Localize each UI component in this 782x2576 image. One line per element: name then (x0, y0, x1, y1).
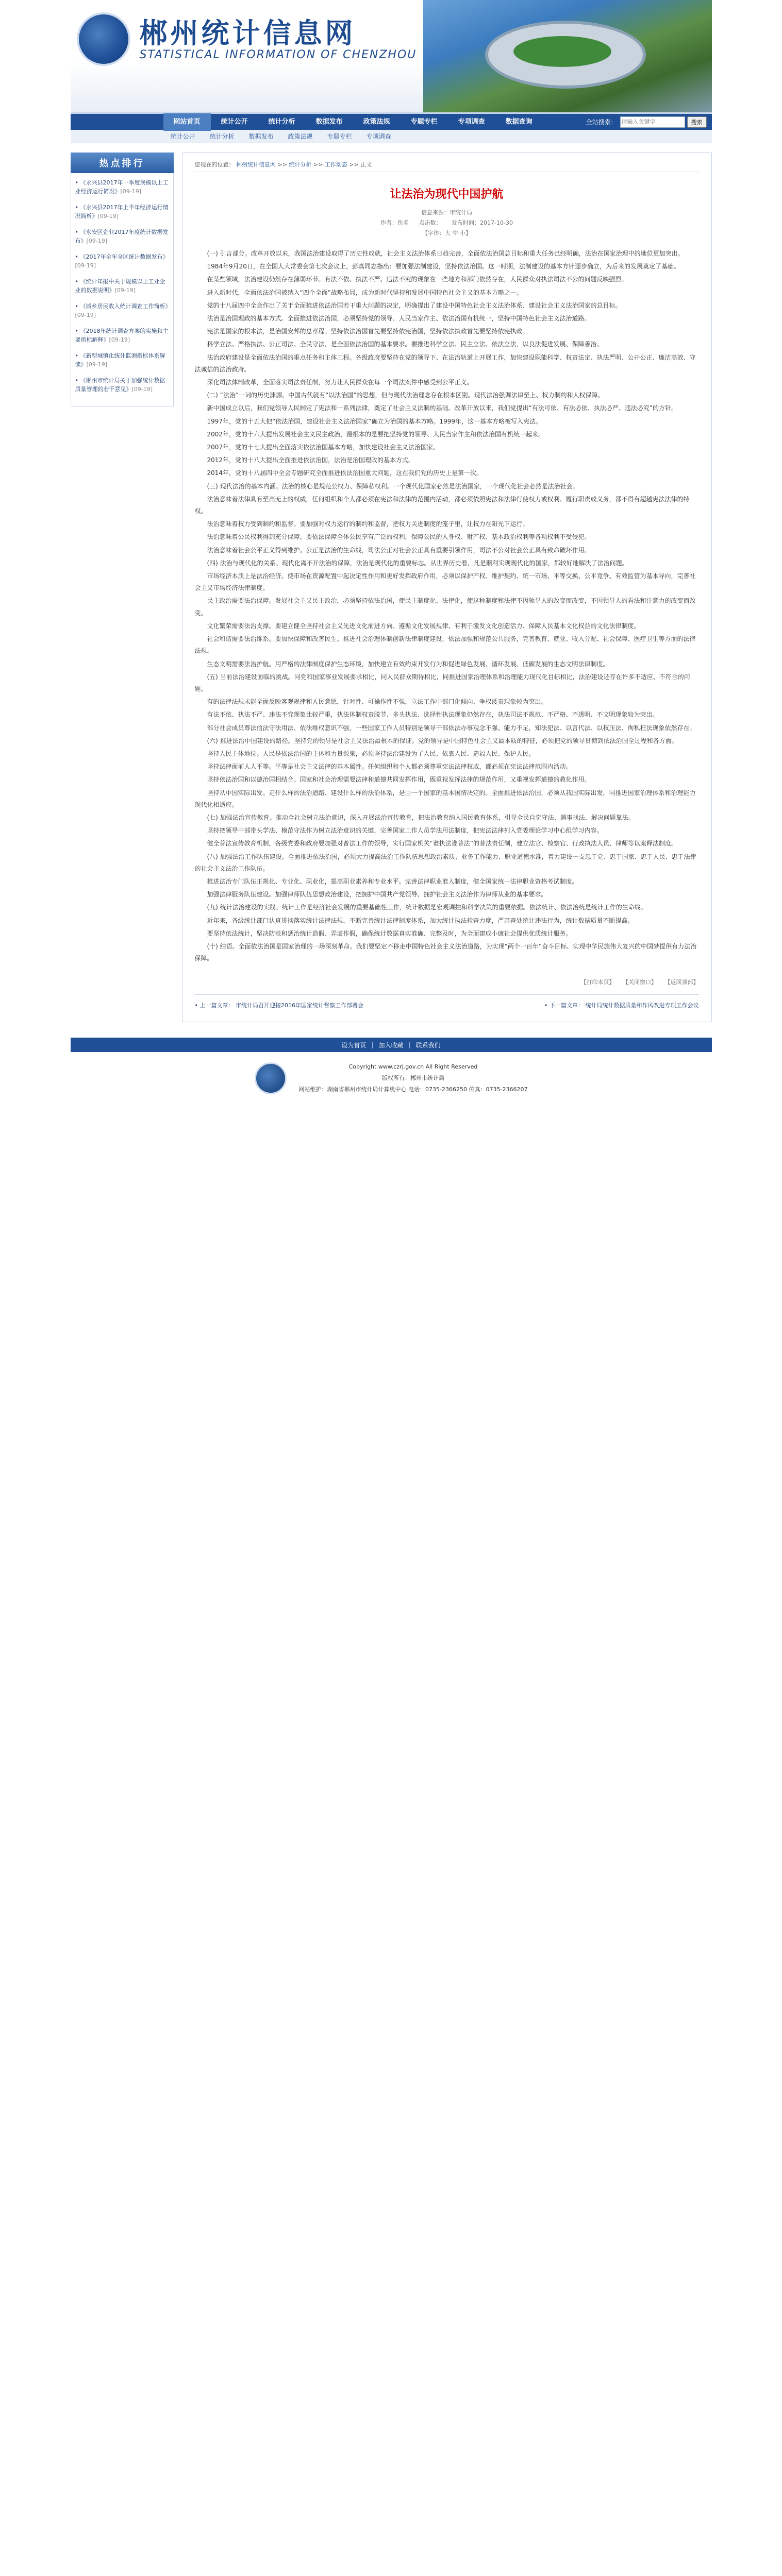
font-size-switch[interactable]: 【字体：大 中 小】 (422, 230, 471, 236)
article-paragraph: 生态文明需要法治护航。用严格的法律制度保护生态环境，加快建立有效约束开发行为和促进绿色发展、循环发展、低碳发展的生态文明法律制度。 (207, 660, 609, 668)
hot-list-date: [09-19] (86, 238, 108, 244)
subnav-item[interactable]: 专题专栏 (327, 133, 352, 140)
article-title: 让法治为现代中国护航 (390, 188, 504, 201)
hot-list-item[interactable] (75, 327, 169, 344)
hot-list (71, 173, 174, 406)
sidebar (71, 152, 174, 1022)
subnav-item[interactable]: 专项调查 (366, 133, 391, 140)
article-hits: 点击数： (419, 219, 442, 226)
copyright-text: Copyright www.czrj.gov.cn All Right Reserved (348, 1063, 478, 1071)
hot-list-link[interactable]: • 《2018年统计调查方案的实施和主要指标解释》 (75, 328, 169, 343)
article-paragraph: 1997年，党的十五大把“依法治国，建设社会主义法治国家”确立为治国的基本方略。1999年，这一基本方略被写入宪法。 (207, 417, 542, 425)
footer-emblem-icon (255, 1062, 287, 1094)
article-paragraph: 法治意味着权力受到制约和监督。要加强对权力运行的制约和监督，把权力关进制度的笼子里，让权力在阳光下运行。 (207, 520, 529, 528)
article-paragraph: 推进法治专门队伍正规化、专业化、职业化，提高职业素养和专业水平。完善法律职业准入制度，健全国家统一法律职业资格考试制度。 (207, 877, 578, 885)
site-logo[interactable] (77, 12, 417, 66)
hot-list-link[interactable]: • 《城乡居民收入统计调查工作简析》 (75, 303, 171, 310)
article-paragraph: 新中国成立以后，我们党领导人民制定了宪法和一系列法律，奠定了社会主义法制的基础。改革开放以来，我们党提出“有法可依、有法必依、执法必严、违法必究”的方针。 (207, 404, 677, 412)
article-paragraph: (五) 当前法治建设面临的挑战。同党和国家事业发展要求相比，同人民群众期待相比，同推进国家治理体系和治理能力现代化目标相比，法治建设还存在许多不适应、不符合的问题。 (194, 673, 690, 692)
article-paragraph: 坚持依法治国和以德治国相结合。国家和社会治理需要法律和道德共同发挥作用，既重视发挥法律的规范作用，又重视发挥道德的教化作用。 (207, 776, 591, 784)
search-button[interactable]: 搜索 (687, 116, 707, 128)
article-paragraph: (八) 加强法治工作队伍建设。全面推进依法治国，必须大力提高法治工作队伍思想政治素质、业务工作能力、职业道德水准，着力建设一支忠于党、忠于国家、忠于人民、忠于法律的社会主义法治工作队伍。 (194, 853, 696, 872)
article-author: 作者：佚名 (380, 219, 409, 226)
nav-release[interactable]: 数据发布 (315, 117, 343, 126)
article-paragraph: 要坚持依法统计，坚决防范和惩治统计造假、弄虚作假，确保统计数据真实准确、完整及时，为全面建成小康社会提供优质统计服务。 (207, 929, 572, 937)
sub-nav (71, 130, 712, 143)
field-image (513, 36, 611, 67)
hot-list-date: [09-19] (109, 336, 130, 343)
logo-subtitle: STATISTICAL INFORMATION OF CHENZHOU (139, 48, 417, 61)
article-paragraph: 法治意味着社会公平正义得到维护。公正是法治的生命线，司法公正对社会公正具有重要引领作用，司法不公对社会公正具有致命破坏作用。 (207, 546, 591, 554)
article-paragraph: (一) 引言部分。改革开放以来，我国法治建设取得了历史性成就，社会主义法治体系日趋完善，全面依法治国总目标和重大任务已经明确，法治在国家治理中的地位更加突出。 (207, 250, 684, 257)
hot-list-link[interactable]: • 《新型城镇化统计监测指标体系解读》 (75, 352, 165, 368)
article-paragraph: 坚持人民主体地位。人民是依法治国的主体和力量源泉，必须坚持法治建设为了人民、依靠人民、造福人民、保护人民。 (207, 750, 535, 757)
article-paragraph: 民主政治需要法治保障。发展社会主义民主政治，必须坚持依法治国，使民主制度化、法律化，使这种制度和法律不因领导人的改变而改变，不因领导人的看法和注意力的改变而改变。 (194, 597, 696, 617)
search-label: 全站搜索： (586, 118, 617, 126)
article-paragraph: 部分社会成员尊法信法守法用法、依法维权意识不强，一些国家工作人员特别是领导干部依法办事观念不强、能力不足，知法犯法、以言代法、以权压法、徇私枉法现象依然存在。 (207, 724, 696, 732)
article-panel (182, 152, 712, 1022)
add-favorite-link[interactable]: 加入收藏 (378, 1041, 404, 1049)
breadcrumb-subsection[interactable]: 工作动态 (324, 161, 347, 168)
hot-list-link[interactable]: • 《统计年报中关于规模以上工业企业的数据说明》 (75, 278, 165, 294)
nav-analysis[interactable]: 统计分析 (268, 117, 295, 126)
article-paragraph: (二) “法治”一词的历史渊源。中国古代就有“以法治国”的思想，但与现代法治理念存在根本区别。现代法治强调法律至上、权力制约和人权保障。 (207, 392, 604, 399)
hot-list-item[interactable] (75, 302, 169, 319)
subnav-item[interactable]: 统计公开 (170, 133, 195, 140)
search-input[interactable] (620, 116, 685, 128)
hot-list-item[interactable] (75, 376, 169, 394)
article-paragraph: 健全普法宣传教育机制，各级党委和政府要加强对普法工作的领导，实行国家机关“谁执法谁普法”的普法责任制，建立法官、检察官、行政执法人员、律师等以案释法制度。 (207, 840, 677, 848)
hot-list-link[interactable]: • 《郴州市统计局关于加强统计数据质量管理的若干意见》 (75, 377, 165, 393)
article-paragraph: 坚持法律面前人人平等。平等是社会主义法律的基本属性。任何组织和个人都必须尊重宪法法律权威，都必须在宪法法律范围内活动。 (207, 763, 572, 771)
footer-separator: | (371, 1041, 374, 1049)
article-date: 发布时间：2017-10-30 (452, 219, 513, 226)
article-paragraph: 法治政府建设是全面依法治国的重点任务和主体工程。各级政府要坚持在党的领导下、在法治轨道上开展工作，加快建设职能科学、权责法定、执法严明、公开公正、廉洁高效、守法诚信的法治政府。 (194, 353, 696, 373)
article-paragraph: 社会和谐需要法治维系。要加快保障和改善民生、推进社会治理体制创新法律制度建设，依法加强和规范公共服务，完善教育、就业、收入分配、社会保障、医疗卫生等方面的法律法规。 (194, 635, 696, 655)
sidebar-title: 热点排行 (71, 152, 174, 173)
banner-photo (423, 0, 712, 112)
article-paragraph: 2002年，党的十六大提出发展社会主义民主政治，最根本的是要把坚持党的领导、人民当家作主和依法治国有机统一起来。 (207, 430, 545, 438)
article-paragraph: (九) 统计法治建设的实践。统计工作是经济社会发展的重要基础性工作，统计数据是宏观调控和科学决策的重要依据。依法统计、依法治统是统计工作的生命线。 (207, 904, 647, 911)
nav-policy[interactable]: 政策法规 (363, 117, 390, 126)
hot-list-link[interactable]: • 《永安区企业2017年度统计数据发布》 (75, 229, 169, 244)
hot-list-item[interactable] (75, 351, 169, 369)
footer (71, 1052, 712, 1109)
article-paragraph: 法治意味着公民权利得到充分保障。要依法保障全体公民享有广泛的权利，保障公民的人身权、财产权、基本政治权利等各项权利不受侵犯。 (207, 533, 591, 541)
article-paragraph: 党的十八届四中全会作出了关于全面推进依法治国若干重大问题的决定，明确提出了建设中国特色社会主义法治体系、建设社会主义法治国家的总目标。 (207, 301, 622, 309)
article-paragraph: 在某些领域，法治建设仍然存在薄弱环节。有法不依、执法不严、违法不究的现象在一些地方和部门依然存在，人民群众对执法司法不公的问题反映强烈。 (207, 276, 628, 283)
hot-list-date: [09-19] (97, 213, 119, 219)
nav-query[interactable]: 数据查询 (505, 117, 533, 126)
nav-home[interactable]: 网站首页 (163, 113, 211, 131)
contact-link[interactable]: 联系我们 (415, 1041, 441, 1049)
article-paragraph: 2014年，党的十八届四中全会专题研究全面推进依法治国重大问题，这在我们党的历史上是第一次。 (207, 469, 483, 477)
article-body (195, 248, 699, 964)
article-paragraph: 法治意味着法律具有至高无上的权威，任何组织和个人都必须在宪法和法律的范围内活动，都必须依照宪法和法律行使权力或权利、履行职责或义务，都不得有超越宪法法律的特权。 (194, 495, 690, 515)
article-paragraph: 有的法律法规未能全面反映客观规律和人民意愿，针对性、可操作性不强，立法工作中部门化倾向、争权诿责现象较为突出。 (207, 698, 547, 706)
next-article-link[interactable]: • 下一篇文章： 统计局统计数据质量和作风改进专项工作会议 (544, 1002, 699, 1009)
article-paragraph: (六) 推进法治中国建设的路径。坚持党的领导是社会主义法治最根本的保证。党的领导是中国特色社会主义最本质的特征，必须把党的领导贯彻到依法治国全过程和各方面。 (207, 737, 678, 744)
article-source: 信息来源：市统计局 (421, 209, 472, 216)
hot-list-link[interactable]: • 《2017年全年全区统计数据发布》 (75, 253, 169, 260)
breadcrumb-label: 您现在的位置： (194, 161, 235, 168)
footer-links (71, 1038, 712, 1052)
article-actions (195, 978, 699, 986)
article-paragraph: (七) 加强法治宣传教育。推动全社会树立法治意识，深入开展法治宣传教育，把法治教育纳入国民教育体系，引导全民自觉守法、遇事找法、解决问题靠法。 (207, 814, 635, 821)
article-paragraph: 法治是治国理政的基本方式。全面推进依法治国，必须坚持党的领导、人民当家作主、依法治国有机统一，坚持中国特色社会主义法治道路。 (207, 315, 591, 323)
article-paragraph: 科学立法、严格执法、公正司法、全民守法，是全面依法治国的基本要求。要推进科学立法、民主立法、依法立法，以良法促进发展、保障善治。 (207, 341, 603, 348)
hot-list-date: [09-19] (120, 188, 142, 195)
hot-list-link[interactable]: • 《永兴县2017年一季度规模以上工业经济运行简况》 (75, 179, 169, 195)
article-paragraph: 加强法律服务队伍建设。加强律师队伍思想政治建设，把拥护中国共产党领导、拥护社会主义法治作为律师从业的基本要求。 (207, 891, 547, 899)
article-paragraph: (十) 结语。全面依法治国是国家治理的一场深刻革命。我们要坚定不移走中国特色社会主义法治道路，为实现“两个一百年”奋斗目标、实现中华民族伟大复兴的中国梦提供有力法治保障。 (194, 942, 697, 962)
footer-separator: | (408, 1041, 411, 1049)
hot-list-item[interactable] (75, 277, 169, 295)
hot-list-item[interactable] (75, 178, 169, 196)
subnav-item[interactable]: 政策法规 (288, 133, 313, 140)
hot-list-date: [09-19] (114, 287, 136, 294)
hot-list-date: [09-19] (75, 312, 96, 318)
article-pager (195, 994, 699, 1009)
article-paragraph: 2012年，党的十八大提出全面推进依法治国，法治是治国理政的基本方式。 (207, 456, 415, 464)
print-link[interactable]: 【打印本页】 (580, 979, 615, 986)
article-paragraph: 坚持从中国实际出发。走什么样的法治道路、建设什么样的法治体系，是由一个国家的基本国情决定的。全面推进依法治国，必须从我国实际出发，同推进国家治理体系和治理能力现代化相适应。 (194, 789, 696, 808)
logo-title: 郴州统计信息网 (139, 16, 356, 49)
hot-list-item[interactable] (75, 252, 169, 270)
subnav-item[interactable]: 数据发布 (248, 133, 274, 140)
article-paragraph: 2007年，党的十七大提出全面落实依法治国基本方略，加快建设社会主义法治国家。 (207, 444, 440, 451)
nav-topics[interactable]: 专题专栏 (410, 117, 438, 126)
article-paragraph: 深化司法体制改革，全面落实司法责任制，努力让人民群众在每一个司法案件中感受到公平正义。 (207, 379, 473, 386)
article-paragraph: 进入新时代，全面依法治国被纳入“四个全面”战略布局，成为新时代坚持和发展中国特色社会主义的基本方略之一。 (207, 289, 523, 296)
breadcrumb-current: 正文 (360, 161, 372, 168)
article-paragraph: (三) 现代法治的基本内涵。法治的核心是规范公权力、保障私权利。一个现代化国家必然是法治国家，一个现代化社会必然是法治社会。 (207, 482, 579, 490)
article-paragraph: 市场经济本质上是法治经济。使市场在资源配置中起决定性作用和更好发挥政府作用，必须以保护产权、维护契约、统一市场、平等交换、公平竞争、有效监管为基本导向，完善社会主义市场经济法律制度。 (194, 572, 696, 592)
hot-list-date: [09-19] (75, 262, 96, 269)
breadcrumb: 您现在的位置： 郴州统计信息网 >> 统计分析 >> 工作动态 >> 正文 (195, 160, 699, 172)
article-paragraph: 有法不依、执法不严、违法不究现象比较严重，执法体制权责脱节、多头执法、选择性执法现象仍然存在，执法司法不规范、不严格、不透明、不文明现象较为突出。 (207, 711, 659, 719)
site-banner (71, 0, 712, 112)
owner-text: 版权所有：郴州市统计局 (382, 1075, 444, 1082)
article-paragraph: (四) 法治与现代化的关系。现代化离不开法治的保障，法治是现代化的重要标志。从世界历史看，凡是顺利实现现代化的国家，都较好地解决了法治问题。 (207, 559, 628, 567)
prev-article-link[interactable]: • 上一篇文章： 市统计局召开迎接2016年国家统计督察工作部署会 (194, 1002, 363, 1009)
set-homepage-link[interactable]: 设为首页 (341, 1041, 367, 1049)
site-search (586, 116, 711, 128)
article-paragraph: 宪法是国家的根本法，是治国安邦的总章程。坚持依法治国首先要坚持依宪治国，坚持依法执政首先要坚持依宪执政。 (207, 328, 529, 335)
breadcrumb-section[interactable]: 统计分析 (289, 161, 312, 168)
breadcrumb-home[interactable]: 郴州统计信息网 (236, 161, 276, 168)
logo-emblem-icon (77, 12, 130, 66)
back-to-top-link[interactable]: 【返回顶部】 (664, 979, 699, 986)
close-window-link[interactable]: 【关闭窗口】 (623, 979, 657, 986)
article-meta (195, 208, 699, 239)
nav-open[interactable]: 统计公开 (221, 117, 248, 126)
hot-list-item[interactable] (75, 228, 169, 245)
hot-list-link[interactable]: • 《永兴县2017年上半年经济运行情况简析》 (75, 204, 169, 219)
article-paragraph: 文化繁荣需要法治支撑。要建立健全坚持社会主义先进文化前进方向、遵循文化发展规律、有利于激发文化创造活力、保障人民基本文化权益的文化法律制度。 (207, 622, 640, 630)
article-paragraph: 近年来，各级统计部门认真贯彻落实统计法律法规，不断完善统计法律制度体系，加大统计执法检查力度，严肃查处统计违法行为，统计数据质量不断提高。 (207, 917, 634, 924)
subnav-item[interactable]: 统计分析 (209, 133, 235, 140)
article-paragraph: 坚持把领导干部带头学法、模范守法作为树立法治意识的关键，完善国家工作人员学法用法制度，把宪法法律列入党委理论学习中心组学习内容。 (207, 827, 603, 835)
main-nav (71, 112, 712, 130)
hot-list-date: [09-19] (131, 386, 153, 393)
hot-list-date: [09-19] (86, 361, 108, 368)
maintainer-text: 网站维护：湖南省郴州市统计局计算机中心 电话：0735-2366250 传真：0735-2366207 (298, 1086, 528, 1093)
nav-survey[interactable]: 专项调查 (458, 117, 485, 126)
hot-list-item[interactable] (75, 203, 169, 221)
article-paragraph: 1984年9月20日，在全国人大常委会第七次会议上，彭真同志指出：要加强法制建设，坚持依法治国。这一时期，法制建设的基本方针逐步确立，为后来的发展奠定了基础。 (207, 263, 680, 270)
